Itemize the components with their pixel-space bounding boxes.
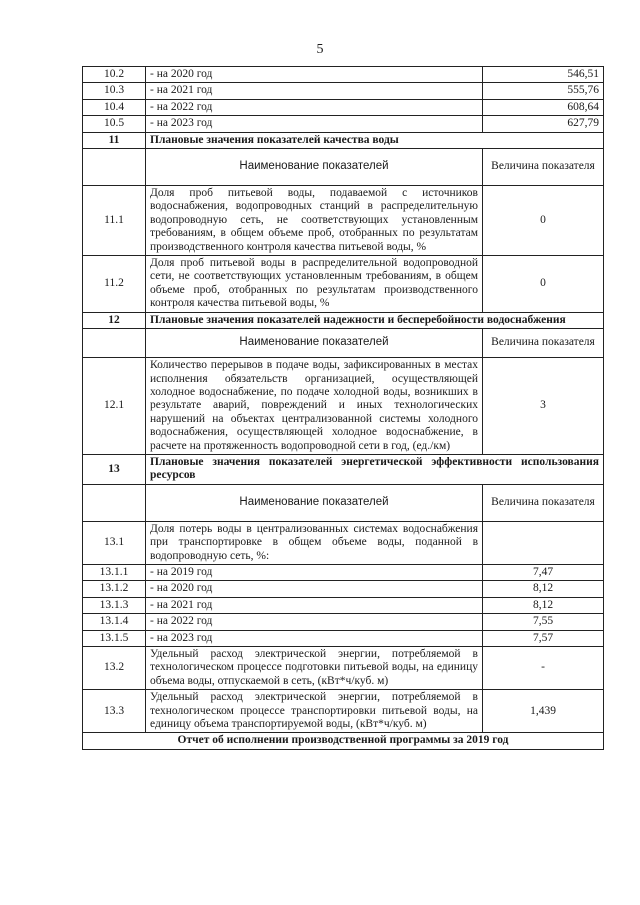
empty-cell: [83, 329, 146, 358]
row-description: Доля проб питьевой воды, подаваемой с источников водоснабжения, водопроводных станций в распределительную водопроводную сеть, не соответствующих установленным требованиям, в общем объеме проб, отобранных по результатам производственного контроля качества питьевой воды, %: [146, 186, 483, 256]
page-number: 5: [316, 42, 324, 57]
row-value: 8,12: [483, 597, 604, 613]
column-header-name: Наименование показателей: [146, 484, 483, 521]
row-number: 10.2: [83, 67, 146, 83]
row-number: 13.1.4: [83, 614, 146, 630]
row-number: 13.2: [83, 647, 146, 690]
row-description: Доля проб питьевой воды в распределительной водопроводной сети, не соответствующих установленным требованиям, в общем объеме проб, отобранных по результатам производственного контроля качества питьевой воды, %: [146, 256, 483, 313]
table-row: [83, 690, 604, 733]
column-header-value: Величина показателя: [483, 484, 604, 521]
row-value: 7,57: [483, 630, 604, 646]
section-title: Плановые значения показателей качества воды: [146, 132, 604, 148]
row-label: - на 2023 год: [146, 116, 483, 132]
row-value: 0: [483, 256, 604, 313]
section-number: 11: [83, 132, 146, 148]
row-value: 1,439: [483, 690, 604, 733]
row-number: 13.1.1: [83, 564, 146, 580]
row-label: - на 2020 год: [146, 67, 483, 83]
section-number: 12: [83, 312, 146, 328]
column-header-value: Величина показателя: [483, 149, 604, 186]
table-row: [83, 358, 604, 455]
row-label: - на 2022 год: [146, 99, 483, 115]
section-title: Плановые значения показателей энергетической эффективности использования ресурсов: [146, 454, 604, 484]
table-row: [83, 256, 604, 313]
row-description: Удельный расход электрической энергии, потребляемой в технологическом процессе транспортировки питьевой воды, на единицу объема транспортируемой воды, (кВт*ч/куб. м): [146, 690, 483, 733]
row-value: 555,76: [483, 83, 604, 99]
table-row: [83, 564, 604, 580]
table-row: [83, 116, 604, 132]
column-header-row: [83, 484, 604, 521]
empty-cell: [83, 484, 146, 521]
table-row: [83, 630, 604, 646]
row-number: 11.1: [83, 186, 146, 256]
row-value: 7,47: [483, 564, 604, 580]
section-number: 13: [83, 454, 146, 484]
column-header-row: [83, 329, 604, 358]
table-row: [83, 581, 604, 597]
row-description: Удельный расход электрической энергии, потребляемой в технологическом процессе подготовки питьевой воды, на единицу объема воды, отпускаемой в сеть, (кВт*ч/куб. м): [146, 647, 483, 690]
row-value: 627,79: [483, 116, 604, 132]
table-row: [83, 83, 604, 99]
row-number: 11.2: [83, 256, 146, 313]
table-row: [83, 67, 604, 83]
row-value: 546,51: [483, 67, 604, 83]
row-number: 13.3: [83, 690, 146, 733]
footer-row: [83, 733, 604, 749]
section-title: Плановые значения показателей надежности и бесперебойности водоснабжения: [146, 312, 604, 328]
row-value: 608,64: [483, 99, 604, 115]
row-label: - на 2022 год: [146, 614, 483, 630]
table-row: [83, 597, 604, 613]
report-title: Отчет об исполнении производственной программы за 2019 год: [83, 733, 604, 749]
row-number: 10.3: [83, 83, 146, 99]
table-row: [83, 614, 604, 630]
section-header-row: [83, 454, 604, 484]
indicators-table: [82, 66, 604, 750]
section-header-row: [83, 312, 604, 328]
table-row: [83, 521, 604, 564]
column-header-row: [83, 149, 604, 186]
row-number: 13.1.2: [83, 581, 146, 597]
table-row: [83, 647, 604, 690]
row-number: 13.1.3: [83, 597, 146, 613]
row-description: Доля потерь воды в централизованных системах водоснабжения при транспортировке в общем объеме воды, поданной в водопроводную сеть, %:: [146, 521, 483, 564]
table-row: [83, 99, 604, 115]
row-label: - на 2021 год: [146, 597, 483, 613]
row-label: - на 2023 год: [146, 630, 483, 646]
column-header-value: Величина показателя: [483, 329, 604, 358]
row-value: 0: [483, 186, 604, 256]
row-label: - на 2020 год: [146, 581, 483, 597]
empty-cell: [83, 149, 146, 186]
row-description: Количество перерывов в подаче воды, зафиксированных в местах исполнения обязательств организацией, осуществляющей холодное водоснабжение, по подаче холодной воды, возникших в результате аварий, повреждений и иных технологических нарушений на объектах централизованной системы холодного водоснабжения, осуществляющей холодное водоснабжение, в расчете на протяженность водопроводной сети в год, (ед./км): [146, 358, 483, 455]
row-label: - на 2019 год: [146, 564, 483, 580]
row-number: 13.1.5: [83, 630, 146, 646]
row-number: 10.4: [83, 99, 146, 115]
row-label: - на 2021 год: [146, 83, 483, 99]
row-number: 12.1: [83, 358, 146, 455]
column-header-name: Наименование показателей: [146, 329, 483, 358]
row-value: -: [483, 647, 604, 690]
row-number: 10.5: [83, 116, 146, 132]
row-value: 7,55: [483, 614, 604, 630]
row-number: 13.1: [83, 521, 146, 564]
row-value: 8,12: [483, 581, 604, 597]
table-row: [83, 186, 604, 256]
row-value: 3: [483, 358, 604, 455]
empty-cell: [483, 521, 604, 564]
column-header-name: Наименование показателей: [146, 149, 483, 186]
section-header-row: [83, 132, 604, 148]
